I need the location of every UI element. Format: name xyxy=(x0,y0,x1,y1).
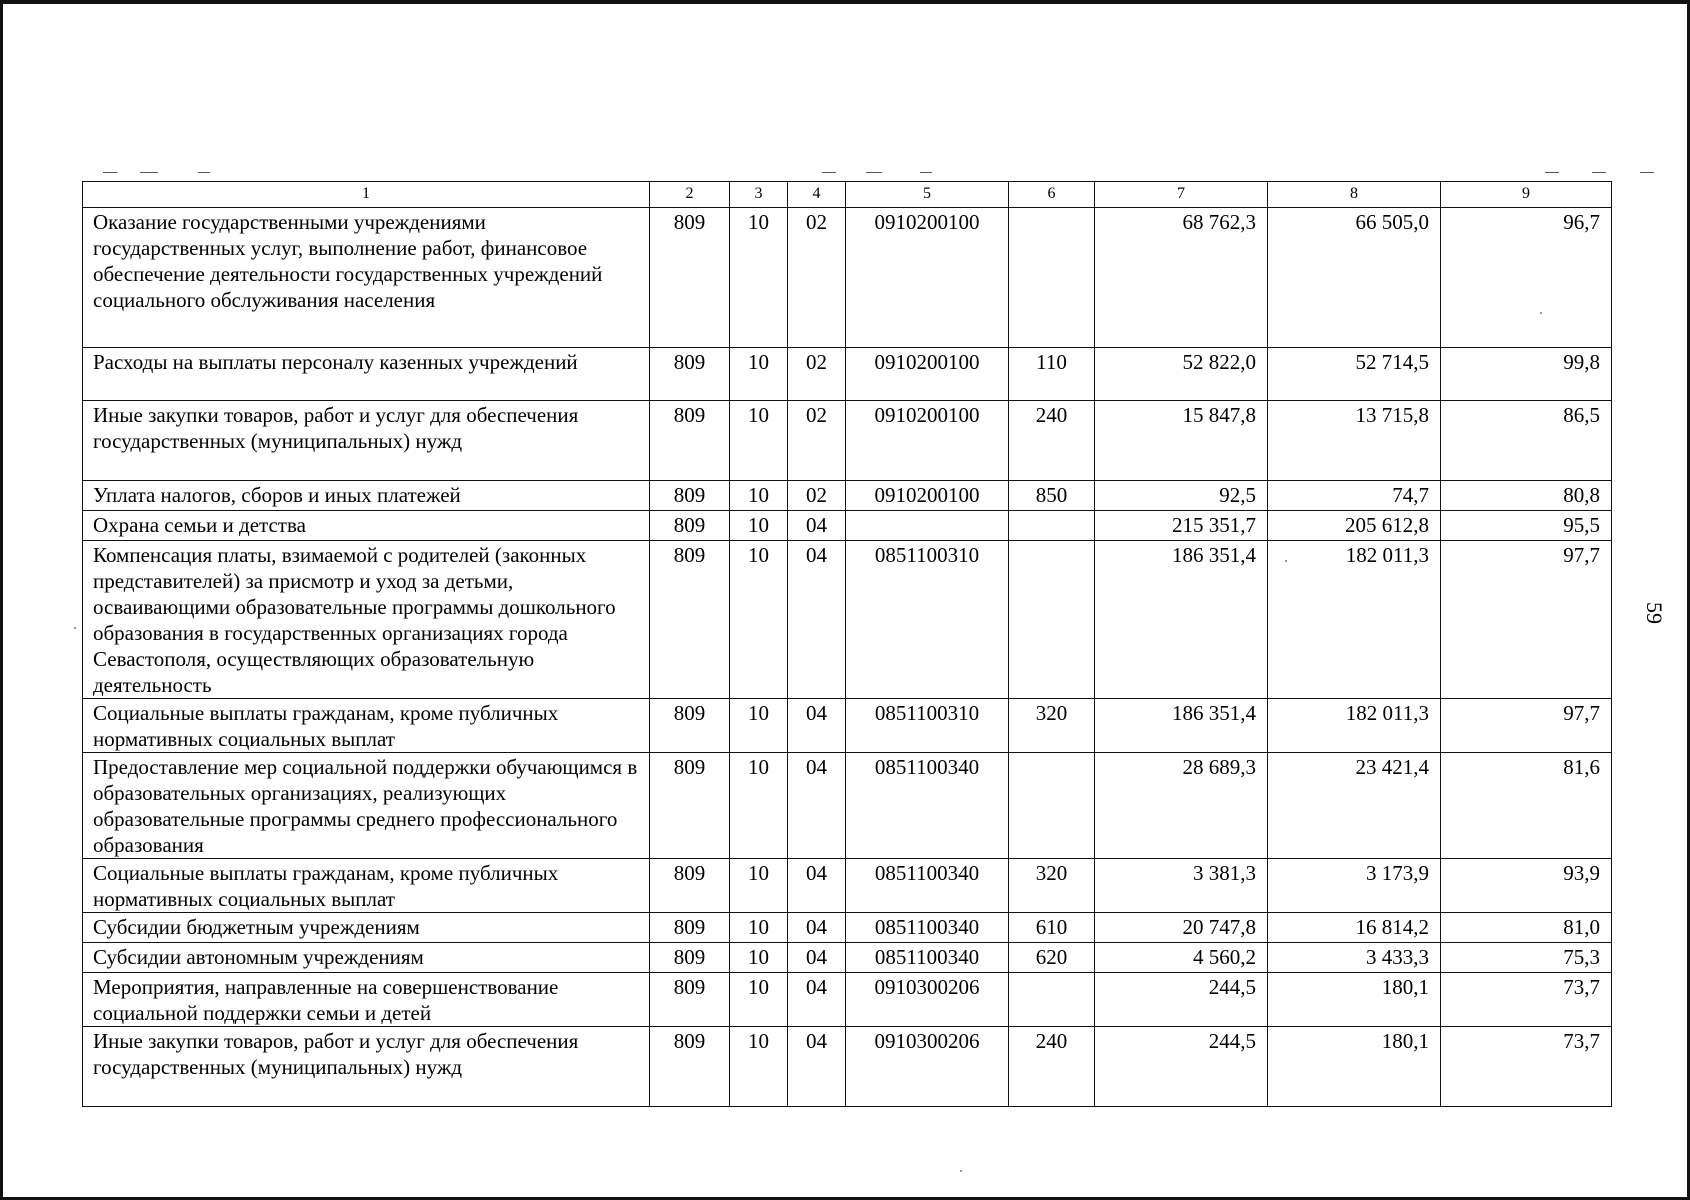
cell-actual: 205 612,8 xyxy=(1268,511,1441,541)
cell-plan: 20 747,8 xyxy=(1095,913,1268,943)
cell-ministry: 809 xyxy=(650,943,730,973)
cell-section: 10 xyxy=(730,541,788,699)
cell-actual: 52 714,5 xyxy=(1268,348,1441,401)
row-name: Оказание государственными учреждениями государственных услуг, выполнение работ, финансовое обеспечение деятельности государственных учреждений социального обслуживания населения xyxy=(83,208,650,348)
cell-expense-type: 320 xyxy=(1009,699,1095,753)
cell-expense-type: 240 xyxy=(1009,1027,1095,1107)
cell-plan: 186 351,4 xyxy=(1095,541,1268,699)
scan-artifact xyxy=(866,172,882,173)
cell-actual: 182 011,3 xyxy=(1268,699,1441,753)
column-header: 8 xyxy=(1268,182,1441,208)
table-row xyxy=(83,859,1612,913)
cell-actual: 16 814,2 xyxy=(1268,913,1441,943)
table-row xyxy=(83,699,1612,753)
cell-percent: 93,9 xyxy=(1441,859,1612,913)
cell-actual: 3 433,3 xyxy=(1268,943,1441,973)
table-row xyxy=(83,1027,1612,1107)
cell-plan: 3 381,3 xyxy=(1095,859,1268,913)
table-row xyxy=(83,541,1612,699)
table-row xyxy=(83,913,1612,943)
cell-target-article: 0851100340 xyxy=(846,943,1009,973)
budget-table xyxy=(82,181,1612,1107)
cell-actual: 180,1 xyxy=(1268,1027,1441,1107)
cell-section: 10 xyxy=(730,753,788,859)
cell-subsection: 04 xyxy=(788,541,846,699)
cell-section: 10 xyxy=(730,348,788,401)
cell-subsection: 04 xyxy=(788,511,846,541)
cell-percent: 97,7 xyxy=(1441,541,1612,699)
column-header: 6 xyxy=(1009,182,1095,208)
table-row xyxy=(83,348,1612,401)
cell-target-article: 0910300206 xyxy=(846,973,1009,1027)
row-name: Охрана семьи и детства xyxy=(83,511,650,541)
column-header: 5 xyxy=(846,182,1009,208)
cell-target-article: 0910200100 xyxy=(846,401,1009,481)
row-name: Субсидии бюджетным учреждениям xyxy=(83,913,650,943)
scan-artifact xyxy=(198,172,210,173)
cell-expense-type xyxy=(1009,208,1095,348)
cell-section: 10 xyxy=(730,913,788,943)
cell-ministry: 809 xyxy=(650,913,730,943)
cell-actual: 66 505,0 xyxy=(1268,208,1441,348)
cell-subsection: 04 xyxy=(788,973,846,1027)
table-row xyxy=(83,481,1612,511)
column-header: 9 xyxy=(1441,182,1612,208)
cell-target-article: 0851100340 xyxy=(846,859,1009,913)
column-header: 1 xyxy=(83,182,650,208)
cell-expense-type: 620 xyxy=(1009,943,1095,973)
cell-percent: 96,7 xyxy=(1441,208,1612,348)
page-number: 59 xyxy=(1642,602,1667,624)
cell-ministry: 809 xyxy=(650,699,730,753)
cell-expense-type: 240 xyxy=(1009,401,1095,481)
cell-target-article: 0851100340 xyxy=(846,913,1009,943)
cell-ministry: 809 xyxy=(650,859,730,913)
cell-percent: 73,7 xyxy=(1441,973,1612,1027)
cell-actual: 23 421,4 xyxy=(1268,753,1441,859)
row-name: Компенсация платы, взимаемой с родителей (законных представителей) за присмотр и уход за детьми, осваивающими образовательные программы дошкольного образования в государственных организациях города Севастополя, осуществляющих образовательную деятельность xyxy=(83,541,650,699)
cell-percent: 73,7 xyxy=(1441,1027,1612,1107)
cell-actual: 3 173,9 xyxy=(1268,859,1441,913)
cell-expense-type xyxy=(1009,541,1095,699)
cell-ministry: 809 xyxy=(650,511,730,541)
cell-target-article: 0851100310 xyxy=(846,699,1009,753)
cell-target-article: 0910200100 xyxy=(846,208,1009,348)
row-name: Предоставление мер социальной поддержки обучающимся в образовательных организациях, реализующих образовательные программы среднего профессионального образования xyxy=(83,753,650,859)
cell-plan: 186 351,4 xyxy=(1095,699,1268,753)
scan-artifact xyxy=(822,172,836,173)
row-name: Иные закупки товаров, работ и услуг для обеспечения государственных (муниципальных) нужд xyxy=(83,1027,650,1107)
cell-percent: 99,8 xyxy=(1441,348,1612,401)
cell-subsection: 04 xyxy=(788,913,846,943)
row-name: Уплата налогов, сборов и иных платежей xyxy=(83,481,650,511)
column-header: 4 xyxy=(788,182,846,208)
cell-subsection: 04 xyxy=(788,699,846,753)
cell-target-article xyxy=(846,511,1009,541)
table-row xyxy=(83,208,1612,348)
cell-ministry: 809 xyxy=(650,348,730,401)
cell-actual: 182 011,3 xyxy=(1268,541,1441,699)
row-name: Субсидии автономным учреждениям xyxy=(83,943,650,973)
cell-section: 10 xyxy=(730,208,788,348)
cell-actual: 180,1 xyxy=(1268,973,1441,1027)
cell-plan: 215 351,7 xyxy=(1095,511,1268,541)
scan-speck xyxy=(960,1170,962,1172)
cell-ministry: 809 xyxy=(650,753,730,859)
cell-section: 10 xyxy=(730,699,788,753)
cell-ministry: 809 xyxy=(650,541,730,699)
cell-plan: 52 822,0 xyxy=(1095,348,1268,401)
row-name: Социальные выплаты гражданам, кроме публичных нормативных социальных выплат xyxy=(83,859,650,913)
cell-subsection: 02 xyxy=(788,481,846,511)
cell-section: 10 xyxy=(730,511,788,541)
row-name: Социальные выплаты гражданам, кроме публичных нормативных социальных выплат xyxy=(83,699,650,753)
row-name: Иные закупки товаров, работ и услуг для обеспечения государственных (муниципальных) нужд xyxy=(83,401,650,481)
cell-percent: 75,3 xyxy=(1441,943,1612,973)
scan-artifact xyxy=(103,172,117,173)
cell-subsection: 04 xyxy=(788,943,846,973)
cell-subsection: 02 xyxy=(788,348,846,401)
cell-target-article: 0851100310 xyxy=(846,541,1009,699)
cell-expense-type: 320 xyxy=(1009,859,1095,913)
cell-ministry: 809 xyxy=(650,1027,730,1107)
cell-percent: 81,0 xyxy=(1441,913,1612,943)
cell-target-article: 0910200100 xyxy=(846,348,1009,401)
cell-ministry: 809 xyxy=(650,973,730,1027)
cell-subsection: 02 xyxy=(788,401,846,481)
table-row xyxy=(83,973,1612,1027)
table-row xyxy=(83,753,1612,859)
scan-artifact xyxy=(1545,172,1559,173)
cell-actual: 74,7 xyxy=(1268,481,1441,511)
cell-plan: 244,5 xyxy=(1095,1027,1268,1107)
cell-ministry: 809 xyxy=(650,401,730,481)
scan-artifact xyxy=(1640,172,1654,173)
scan-speck xyxy=(74,627,76,629)
scan-artifact xyxy=(140,172,158,173)
cell-subsection: 02 xyxy=(788,208,846,348)
cell-expense-type: 110 xyxy=(1009,348,1095,401)
cell-subsection: 04 xyxy=(788,859,846,913)
header-row xyxy=(83,182,1612,208)
table-row xyxy=(83,943,1612,973)
cell-plan: 15 847,8 xyxy=(1095,401,1268,481)
cell-target-article: 0851100340 xyxy=(846,753,1009,859)
scan-artifact xyxy=(1592,172,1606,173)
cell-section: 10 xyxy=(730,481,788,511)
column-header: 7 xyxy=(1095,182,1268,208)
cell-plan: 68 762,3 xyxy=(1095,208,1268,348)
cell-subsection: 04 xyxy=(788,1027,846,1107)
cell-expense-type xyxy=(1009,973,1095,1027)
row-name: Расходы на выплаты персоналу казенных учреждений xyxy=(83,348,650,401)
cell-target-article: 0910200100 xyxy=(846,481,1009,511)
cell-ministry: 809 xyxy=(650,208,730,348)
cell-plan: 92,5 xyxy=(1095,481,1268,511)
cell-plan: 28 689,3 xyxy=(1095,753,1268,859)
column-header: 2 xyxy=(650,182,730,208)
cell-target-article: 0910300206 xyxy=(846,1027,1009,1107)
cell-percent: 97,7 xyxy=(1441,699,1612,753)
cell-percent: 81,6 xyxy=(1441,753,1612,859)
cell-expense-type: 610 xyxy=(1009,913,1095,943)
cell-section: 10 xyxy=(730,943,788,973)
scan-artifact xyxy=(920,172,932,173)
table-row xyxy=(83,401,1612,481)
cell-subsection: 04 xyxy=(788,753,846,859)
cell-percent: 95,5 xyxy=(1441,511,1612,541)
cell-section: 10 xyxy=(730,859,788,913)
cell-expense-type: 850 xyxy=(1009,481,1095,511)
cell-percent: 86,5 xyxy=(1441,401,1612,481)
cell-section: 10 xyxy=(730,1027,788,1107)
row-name: Мероприятия, направленные на совершенствование социальной поддержки семьи и детей xyxy=(83,973,650,1027)
cell-expense-type xyxy=(1009,511,1095,541)
cell-plan: 244,5 xyxy=(1095,973,1268,1027)
cell-ministry: 809 xyxy=(650,481,730,511)
cell-expense-type xyxy=(1009,753,1095,859)
cell-section: 10 xyxy=(730,401,788,481)
cell-percent: 80,8 xyxy=(1441,481,1612,511)
cell-actual: 13 715,8 xyxy=(1268,401,1441,481)
column-header: 3 xyxy=(730,182,788,208)
cell-section: 10 xyxy=(730,973,788,1027)
table-row xyxy=(83,511,1612,541)
cell-plan: 4 560,2 xyxy=(1095,943,1268,973)
